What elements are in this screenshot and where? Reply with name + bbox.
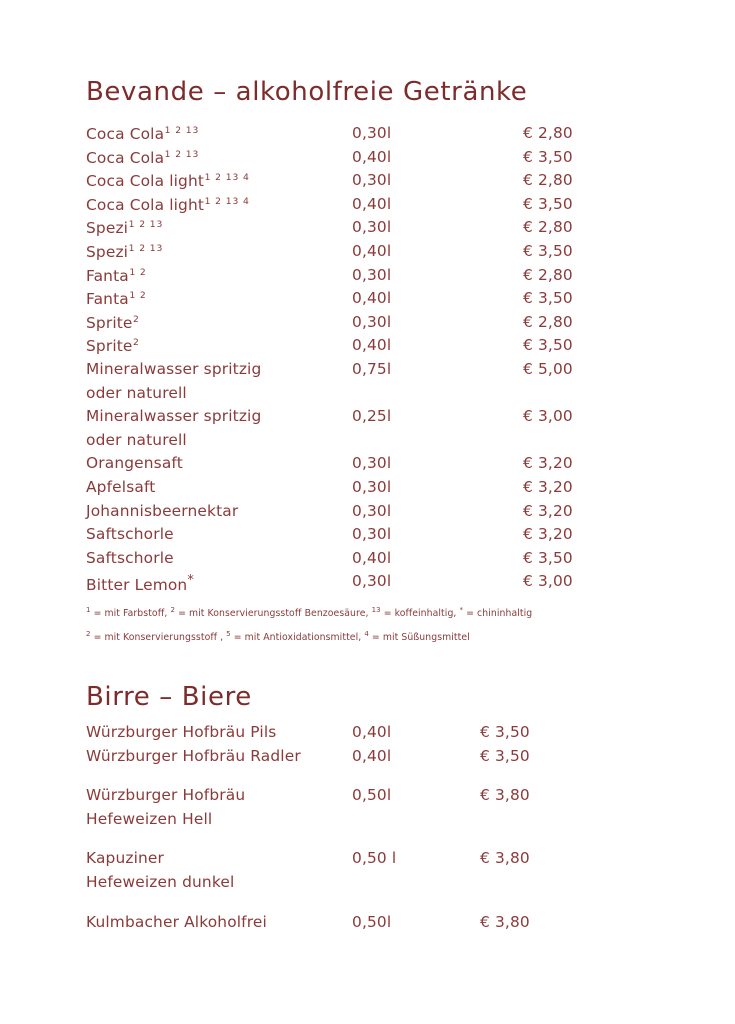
menu-item-name: Bitter Lemon* xyxy=(86,573,194,595)
menu-item-volume: 0,30l xyxy=(352,454,392,473)
menu-item-volume: 0,30l xyxy=(352,572,392,591)
menu-item-row xyxy=(0,477,735,504)
menu-item-name: Würzburger Hofbräu xyxy=(86,786,246,805)
menu-item-price: € 3,80 xyxy=(480,786,530,805)
menu-section-beers xyxy=(0,725,735,938)
menu-item-volume: 0,40l xyxy=(352,746,392,765)
menu-item-price: € 2,80 xyxy=(523,171,573,190)
menu-item-footnote-marker: 1 2 13 xyxy=(164,148,200,160)
menu-item-row xyxy=(0,291,735,315)
menu-item-price: € 3,00 xyxy=(523,572,573,591)
menu-item-volume: 0,40l xyxy=(352,548,392,567)
menu-item-row xyxy=(0,851,735,875)
menu-item-price: € 2,80 xyxy=(523,312,573,331)
menu-item-row xyxy=(0,147,735,174)
menu-item-name: Coca Cola$^{1 2 13}$ xyxy=(86,148,200,167)
menu-item-footnote-marker: 1 2 13 xyxy=(128,242,164,254)
menu-item-row xyxy=(0,725,735,749)
menu-item-price: € 3,80 xyxy=(480,849,530,868)
menu-item-subline-row xyxy=(0,809,735,836)
menu-item-price: € 2,80 xyxy=(523,265,573,284)
menu-item-footnote-marker: 1 2 13 4 xyxy=(204,172,250,184)
menu-item-volume: 0,30l xyxy=(352,171,392,190)
menu-item-subline-row xyxy=(0,872,735,899)
menu-item-name: Orangensaft xyxy=(86,454,183,473)
menu-item-name: Sprite$^2$ xyxy=(86,337,140,356)
menu-item-row xyxy=(0,574,735,598)
menu-item-subline: Hefeweizen dunkel xyxy=(86,872,235,891)
menu-item-footnote-marker: * xyxy=(187,573,194,589)
menu-item-name: Saftschorle xyxy=(86,548,174,567)
menu-item-volume: 0,40l xyxy=(352,336,392,355)
menu-item-volume: 0,50l xyxy=(352,912,392,931)
menu-item-price: € 3,50 xyxy=(523,241,573,260)
footnote-marker: 2 xyxy=(86,630,91,639)
menu-item-volume: 0,30l xyxy=(352,218,392,237)
menu-item-price: € 5,00 xyxy=(523,359,573,378)
menu-item-name: Coca Cola$^{1 2 13}$ xyxy=(86,125,200,144)
menu-item-footnote-marker: 2 xyxy=(133,313,140,325)
menu-item-name: Spezi$^{1 2 13}$ xyxy=(86,242,164,262)
menu-item-subline-row xyxy=(0,383,735,410)
menu-item-row xyxy=(0,220,735,244)
menu-item-name: Würzburger Hofbräu Radler xyxy=(86,746,301,765)
menu-item-row xyxy=(0,548,735,575)
menu-item-volume: 0,40l xyxy=(352,194,392,213)
menu-item-volume: 0,75l xyxy=(352,359,392,378)
menu-item-row xyxy=(0,409,735,433)
menu-item-price: € 2,80 xyxy=(523,218,573,237)
menu-item-name: Apfelsaft xyxy=(86,477,156,496)
menu-item-row xyxy=(0,359,735,386)
menu-item-name: Saftschorle xyxy=(86,525,174,544)
footnote-line-allergens-2: $^2$ = mit Konservierungsstoff , $^5$ = mit Antioxidationsmittel, $^4$ = mit Süßungsmittel xyxy=(86,630,470,644)
menu-item-volume: 0,40l xyxy=(352,723,392,741)
menu-item-name: Kapuziner xyxy=(86,849,165,868)
menu-item-row xyxy=(0,173,735,197)
menu-item-price: € 3,80 xyxy=(480,912,530,931)
menu-item-row xyxy=(0,312,735,339)
section-heading-drinks: Bevande – alkoholfreie Getränke xyxy=(86,77,528,108)
footnote-line-allergens-1: $^1$ = mit Farbstoff, $^2$ = mit Konservierungsstoff Benzoesäure, $^{13}$ = koffeinhaltig, * = chininhaltig xyxy=(86,606,533,620)
footnote-marker: 5 xyxy=(226,630,231,639)
menu-item-name: Sprite$^2$ xyxy=(86,313,140,332)
footnote-marker: 1 xyxy=(86,606,91,614)
menu-item-price: € 3,50 xyxy=(523,548,573,567)
menu-item-name: Coca Cola light$^{1 2 13 4}$ xyxy=(86,195,250,214)
menu-item-volume: 0,40l xyxy=(352,241,392,260)
menu-item-footnote-marker: 1 2 13 xyxy=(164,125,200,136)
section-heading-beers: Birre – Biere xyxy=(86,682,252,713)
menu-item-footnote-marker: 1 2 13 4 xyxy=(204,195,250,207)
footnote-marker: * xyxy=(459,606,464,614)
menu-item-name: Fanta$^{1 2}$ xyxy=(86,266,147,285)
menu-item-price: € 3,20 xyxy=(523,477,573,496)
menu-item-price: € 2,80 xyxy=(523,124,573,142)
footnote-marker: 4 xyxy=(364,630,369,639)
menu-item-name: Johannisbeernektar xyxy=(86,501,239,520)
menu-item-row xyxy=(0,501,735,528)
menu-item-price: € 3,50 xyxy=(523,336,573,355)
menu-item-footnote-marker: 2 xyxy=(133,337,140,349)
menu-item-price: € 3,50 xyxy=(523,194,573,213)
menu-item-row xyxy=(0,788,735,812)
menu-item-row xyxy=(0,912,735,939)
menu-item-name: Kulmbacher Alkoholfrei xyxy=(86,912,267,931)
menu-item-volume: 0,30l xyxy=(352,124,392,142)
footnotes-block xyxy=(86,600,532,648)
menu-item-price: € 3,50 xyxy=(523,147,573,166)
menu-item-volume: 0,30l xyxy=(352,525,392,544)
menu-item-row xyxy=(0,456,735,480)
menu-item-volume: 0,30l xyxy=(352,501,392,520)
menu-item-row xyxy=(0,746,735,773)
menu-item-subline: oder naturell xyxy=(86,383,187,402)
menu-item-subline-row xyxy=(0,430,735,457)
menu-item-footnote-marker: 1 2 13 xyxy=(128,219,164,231)
menu-item-name: Spezi$^{1 2 13}$ xyxy=(86,219,164,238)
menu-item-name: Mineralwasser spritzig xyxy=(86,359,262,378)
menu-item-name: Mineralwasser spritzig xyxy=(86,407,262,426)
menu-item-volume: 0,40l xyxy=(352,147,392,166)
menu-item-volume: 0,50 l xyxy=(352,849,397,868)
menu-item-price: € 3,20 xyxy=(523,501,573,520)
menu-item-subline: Hefeweizen Hell xyxy=(86,809,213,828)
menu-item-footnote-marker: 1 2 xyxy=(129,290,147,302)
menu-item-volume: 0,25l xyxy=(352,407,392,426)
menu-item-name: Würzburger Hofbräu Pils xyxy=(86,723,277,741)
menu-section-drinks xyxy=(0,126,735,598)
menu-item-row xyxy=(0,194,735,221)
menu-item-price: € 3,50 xyxy=(480,746,530,765)
menu-item-volume: 0,30l xyxy=(352,265,392,284)
menu-item-price: € 3,20 xyxy=(523,525,573,544)
menu-item-price: € 3,20 xyxy=(523,454,573,473)
menu-item-price: € 3,50 xyxy=(523,289,573,308)
menu-item-row xyxy=(0,241,735,268)
menu-item-row xyxy=(0,126,735,150)
menu-item-row xyxy=(0,338,735,362)
menu-item-volume: 0,30l xyxy=(352,477,392,496)
footnote-marker: 13 xyxy=(371,606,381,614)
menu-item-row xyxy=(0,527,735,551)
footnote-marker: 2 xyxy=(170,606,176,614)
menu-item-footnote-marker: 1 2 xyxy=(129,266,147,278)
menu-item-price: € 3,00 xyxy=(523,407,573,426)
menu-item-volume: 0,30l xyxy=(352,312,392,331)
menu-item-volume: 0,40l xyxy=(352,289,392,308)
menu-item-name: Fanta$^{1 2}$ xyxy=(86,290,147,309)
menu-item-price: € 3,50 xyxy=(480,723,530,741)
menu-item-subline: oder naturell xyxy=(86,430,187,449)
menu-item-name: Coca Cola light$^{1 2 13 4}$ xyxy=(86,172,250,191)
menu-item-volume: 0,50l xyxy=(352,786,392,805)
menu-item-row xyxy=(0,265,735,292)
